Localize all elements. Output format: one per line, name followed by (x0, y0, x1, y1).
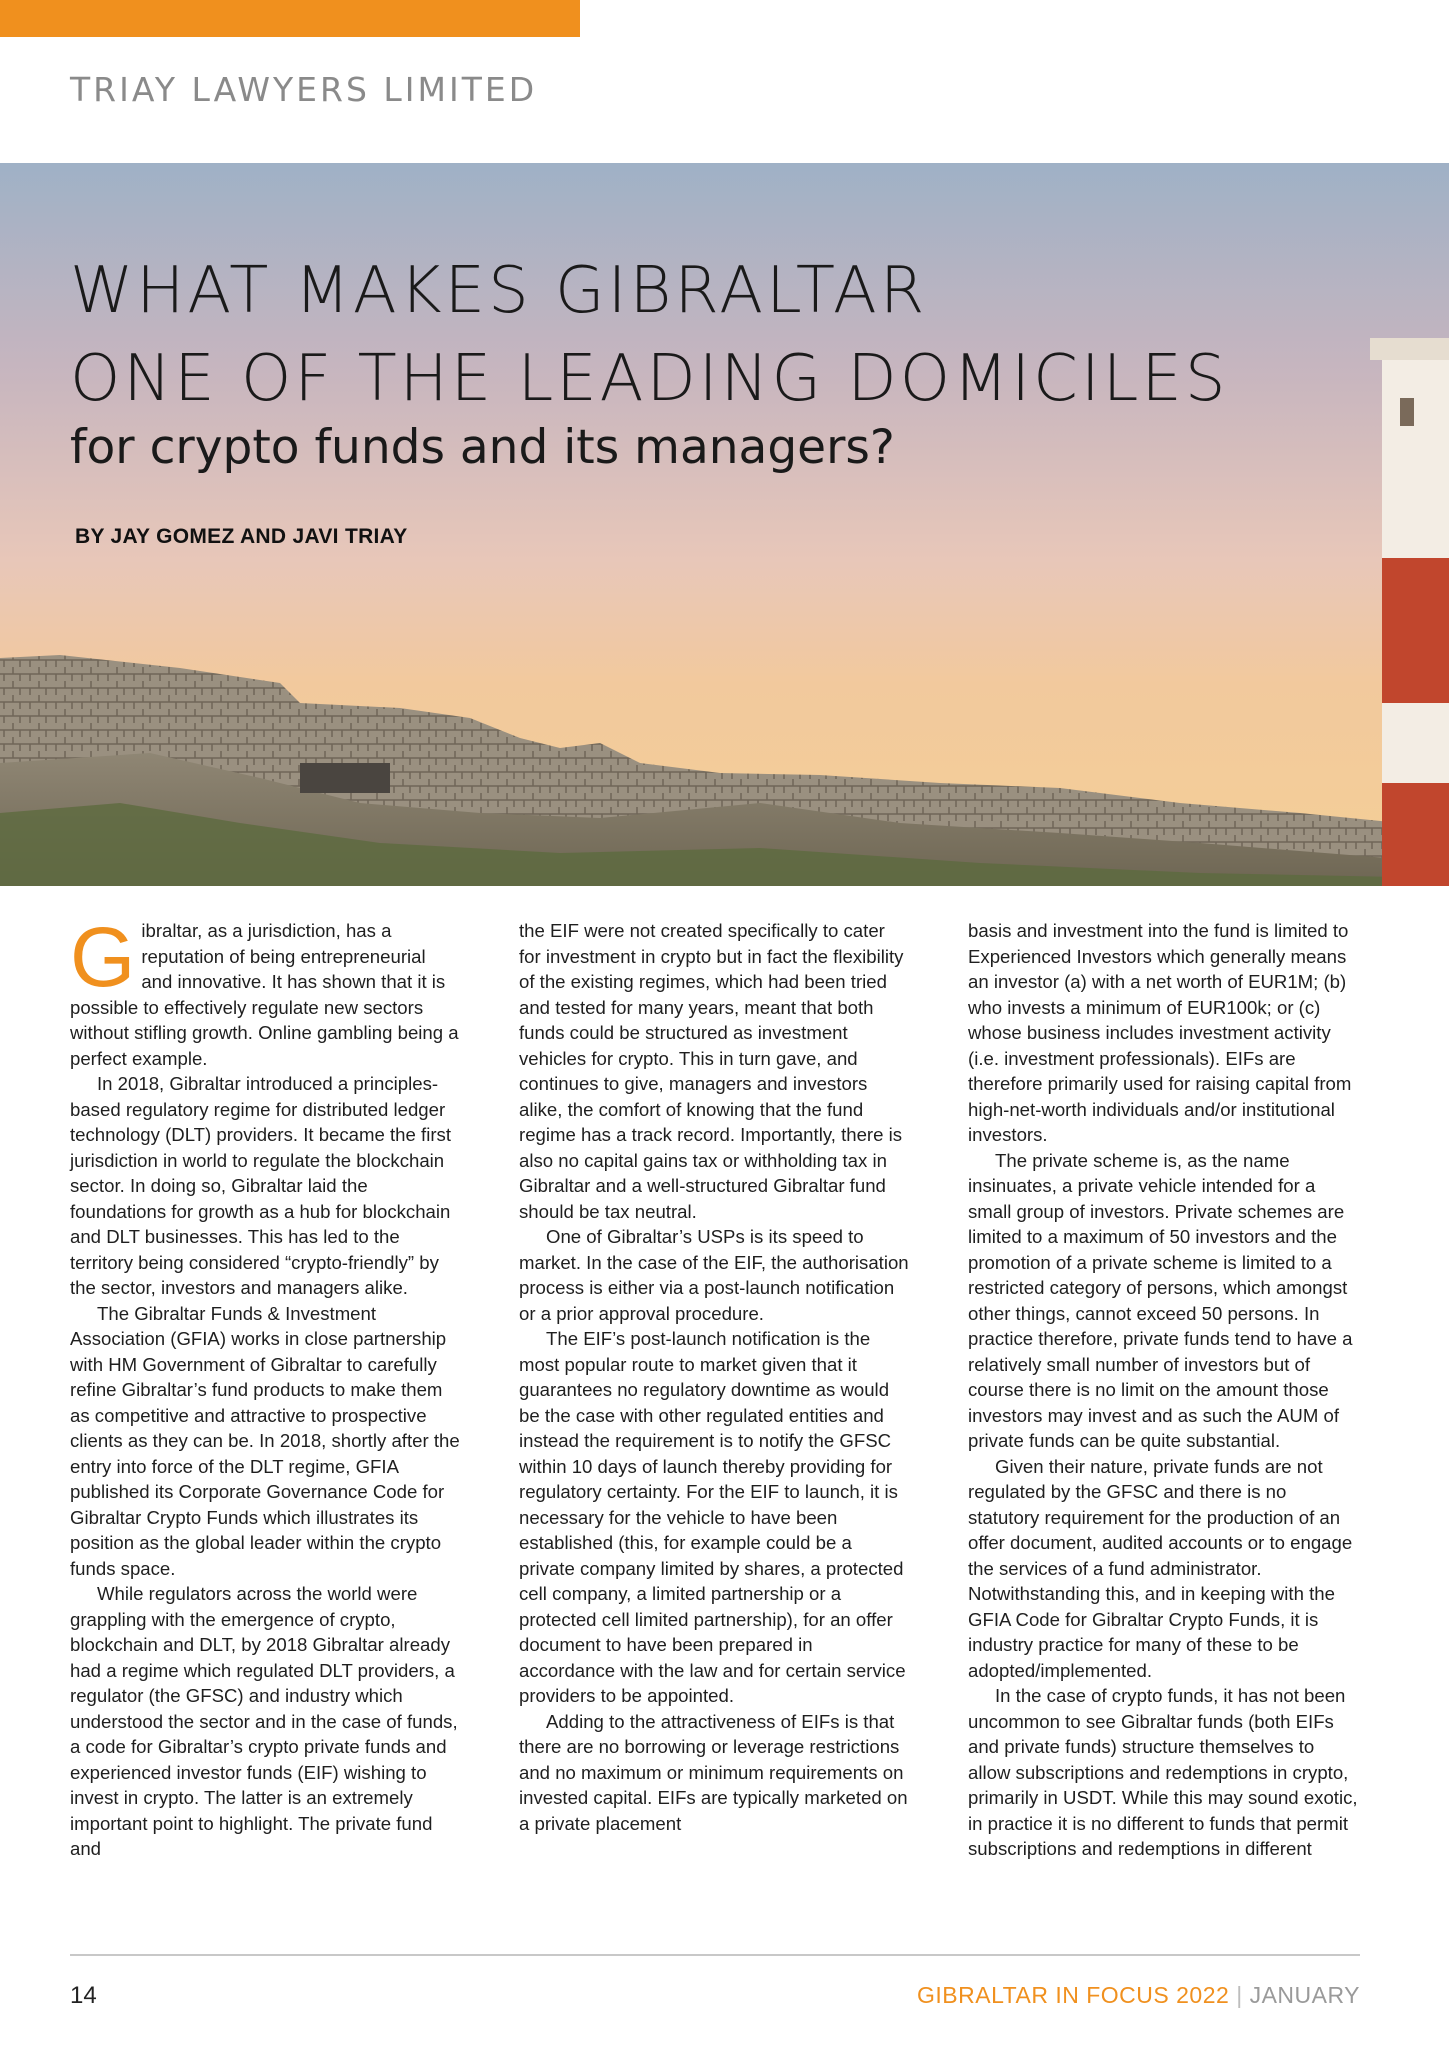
paragraph: One of Gibraltar’s USPs is its speed to market. In the case of the EIF, the authorisation process is either via a post-launch notification or a prior approval procedure. (519, 1226, 909, 1324)
column-2 (519, 918, 909, 1913)
section-label: TRIAY LAWYERS LIMITED (70, 70, 538, 109)
footer-rule (70, 1954, 1360, 1956)
publication-month: JANUARY (1249, 1982, 1360, 2008)
footer-publication (917, 1982, 1360, 2009)
article-subtitle: for crypto funds and its managers? (70, 420, 895, 475)
title-line-1: WHAT MAKES GIBRALTAR (70, 254, 928, 328)
paragraph: The private scheme is, as the name insinuates, a private vehicle intended for a small group of investors. Private schemes are limited to a maximum of 50 investors and the promotion of a private scheme is limited to a restricted category of persons, which amongst other things, cannot exceed 50 persons. In practice therefore, private funds tend to have a relatively small number of investors but of course there is no limit on the amount those investors may invest and as such the AUM of private funds can be quite substantial. (968, 1149, 1353, 1451)
paragraph: Gibraltar, as a jurisdiction, has a reputation of being entrepreneurial and innovative. It has shown that it is possible to effectively regulate new sectors without stifling growth. Online gambling being a perfect example. (70, 910, 459, 1069)
paragraph: the EIF were not created specifically to cater for investment in crypto but in fact the flexibility of the existing regimes, which had been tried and tested for many years, meant that both funds could be structured as investment vehicles for crypto. This in turn gave, and continues to give, managers and investors alike, the comfort of knowing that the fund regime has a track record. Importantly, there is also no capital gains tax or withholding tax in Gibraltar and a well-structured Gibraltar fund should be tax neutral. (519, 920, 904, 1222)
paragraph: While regulators across the world were grappling with the emergence of crypto, blockchain and DLT, by 2018 Gibraltar already had a regime which regulated DLT providers, a regulator (the GFSC) and industry which understood the sector and in the case of funds, a code for Gibraltar’s crypto private funds and experienced investor funds (EIF) wishing to invest in crypto. The latter is an extremely important point to highlight. The private fund and (70, 1583, 458, 1859)
article-title (70, 247, 1228, 423)
paragraph: The Gibraltar Funds & Investment Association (GFIA) works in close partnership with HM Government of Gibraltar to carefully refine Gibraltar’s fund products to make them as competitive and attractive to prospective clients as they can be. In 2018, shortly after the entry into force of the DLT regime, GFIA published its Corporate Governance Code for Gibraltar Crypto Funds which illustrates its position as the global leader within the crypto funds space. (70, 1302, 460, 1579)
page-number: 14 (70, 1982, 97, 2009)
paragraph: In 2018, Gibraltar introduced a principles-based regulatory regime for distributed ledger technology (DLT) providers. It became the first jurisdiction in world to regulate the blockchain sector. In doing so, Gibraltar laid the foundations for growth as a hub for blockchain and DLT businesses. This has led to the territory being considered “crypto-friendly” by the sector, investors and managers alike. (70, 1073, 451, 1298)
title-line-2: ONE OF THE LEADING DOMICILES (70, 342, 1229, 416)
footer-separator: | (1236, 1982, 1243, 2008)
paragraph: In the case of crypto funds, it has not been uncommon to see Gibraltar funds (both EIFs and private funds) structure themselves to allow subscriptions and redemptions in crypto, primarily in USDT. While this may sound exotic, in practice it is no different to funds that permit subscriptions and redemptions in different (968, 1685, 1358, 1859)
article-body (70, 910, 1358, 1913)
paragraph: basis and investment into the fund is limited to Experienced Investors which generally means an investor (a) with a net worth of EUR1M; (b) who invests a minimum of EUR100k; or (c) whose business includes investment activity (i.e. investment professionals). EIFs are therefore primarily used for raising capital from high-net-worth individuals and/or institutional investors. (968, 920, 1352, 1145)
paragraph: Adding to the attractiveness of EIFs is that there are no borrowing or leverage restrictions and no maximum or minimum requirements on invested capital. EIFs are typically marketed on a private placement (519, 1710, 908, 1834)
publication-name: GIBRALTAR IN FOCUS 2022 (917, 1982, 1230, 2008)
lighthouse (1370, 338, 1449, 886)
accent-bar (0, 0, 580, 37)
drop-cap: G (70, 910, 136, 1004)
byline: BY JAY GOMEZ AND JAVI TRIAY (75, 525, 408, 548)
column-3 (968, 918, 1358, 1913)
wall-opening (300, 763, 390, 793)
paragraph: Given their nature, private funds are not regulated by the GFSC and there is no statutory requirement for the production of an offer document, audited accounts or to engage the services of a fund administrator. Notwithstanding this, and in keeping with the GFIA Code for Gibraltar Crypto Funds, it is industry practice for many of these to be adopted/implemented. (968, 1455, 1353, 1681)
column-1 (70, 910, 460, 1913)
paragraph: The EIF’s post-launch notification is the most popular route to market given that it guarantees no regulatory downtime as would be the case with other regulated entities and instead the requirement is to notify the GFSC within 10 days of launch thereby providing for regulatory certainty. For the EIF to launch, it is necessary for the vehicle to have been established (this, for example could be a private company limited by shares, a protected cell company, a limited partnership or a protected cell limited partnership), for an offer document to have been prepared in accordance with the law and for certain service providers to be appointed. (519, 1328, 906, 1706)
